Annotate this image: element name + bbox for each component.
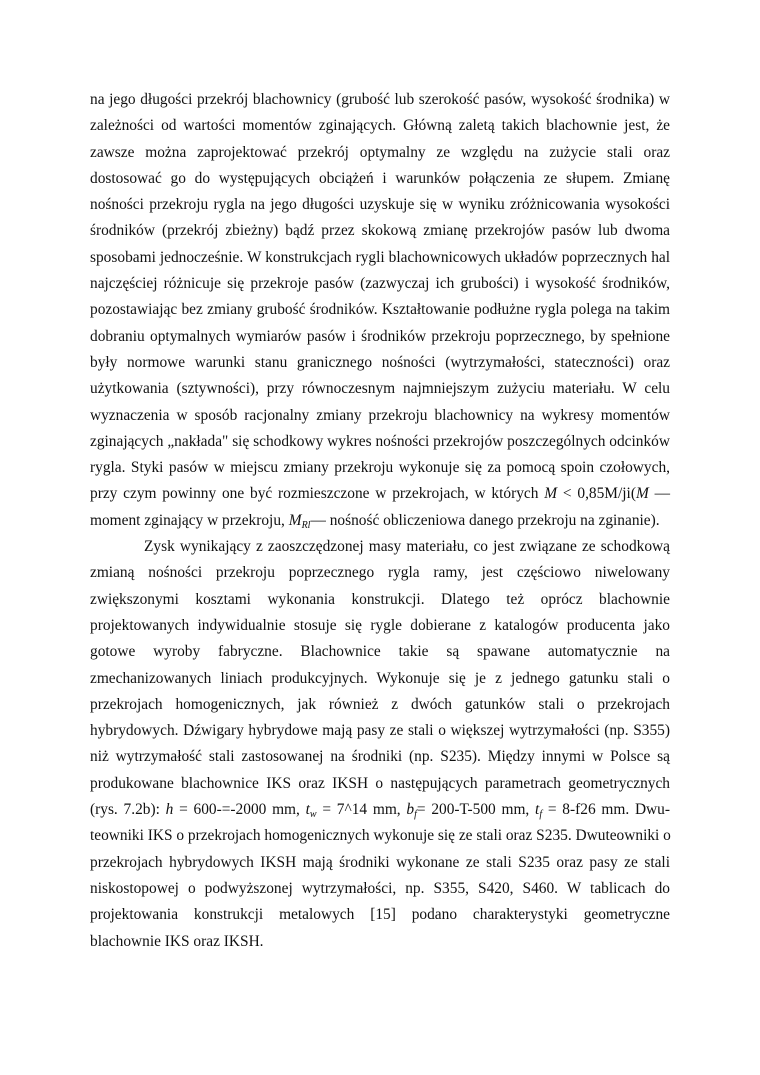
- math-subscript: [310, 809, 317, 820]
- math-variable: h: [165, 801, 174, 819]
- text-line: rygla. Styki pasów w miejscu zmiany przekroju wykonuje się za pomocą spoin czołowych,: [90, 459, 670, 477]
- document-page: [90, 87, 670, 955]
- text-fragment: (rys. 7.2b):: [90, 801, 166, 819]
- text-line: niskostopowej o podwyższonej wytrzymałości, np. S355, S420, S460. W tablicach do: [90, 879, 670, 897]
- text-line: produkowane blachownice IKS oraz IKSH o następujących parametrach geometrycznych: [90, 774, 670, 792]
- text-line: przekrojach homogenicznych, jak również z dwóch gatunków stali o przekrojach: [90, 695, 670, 713]
- text-line: na jego długości przekrój blachownicy (grubość lub szerokość pasów, wysokość środnika) w: [90, 91, 670, 108]
- text-line: środników (przekrój zbieżny) bądź przez skokową zmianę przekrojów pasów lub dwoma: [90, 222, 670, 240]
- text-fragment: = 7^14 mm,: [316, 801, 407, 819]
- text-fragment: = 8-f26 mm. Dwu-: [542, 801, 670, 819]
- text-line-parameters: [90, 797, 670, 823]
- text-line: teowniki IKS o przekrojach homogenicznych wykonuje się ze stali oraz S235. Dwuteowniki o: [90, 827, 671, 845]
- text-line: użytkowania (sztywności), przy równoczesnym najmniejszym zużyciu materiału. W celu: [90, 380, 670, 398]
- text-fragment: —: [648, 485, 670, 503]
- text-fragment: przy czym powinny one być rozmieszczone w przekrojach, w których: [90, 485, 545, 503]
- text-line-condition: [90, 481, 670, 507]
- text-line: dobraniu optymalnych wymiarów pasów i środników przekroju poprzecznego, by spełnione: [90, 327, 670, 345]
- paragraph-2: [90, 534, 670, 955]
- text-fragment: — nośność obliczeniowa danego przekroju na zginanie).: [310, 511, 660, 529]
- text-line: wyznaczenia w sposób racjonalny zmiany przekroju blachownicy na wykresy momentów: [90, 406, 670, 424]
- math-subscript-text: Rl: [301, 519, 311, 531]
- math-variable: M: [288, 511, 302, 529]
- text-line: zwiększonymi kosztami wykonania konstrukcji. Dlatego też oprócz blachownie: [90, 590, 670, 608]
- text-line-definition: [90, 508, 670, 534]
- math-variable: M: [635, 485, 649, 503]
- math-variable: t: [305, 801, 310, 819]
- text-line: niż wytrzymałość stali zastosowanej na środniki (np. S235). Między innymi w Polsce są: [90, 748, 670, 766]
- text-line: zmechanizowanych liniach produkcyjnych. Wykonuje się je z jednego gatunku stali o: [90, 669, 670, 687]
- text-line: zawsze można zaprojektować przekrój optymalny ze względu na zużycie stali oraz: [90, 143, 670, 161]
- text-line: zginających „nakłada" się schodkowy wykres nośności przekrojów poszczególnych odcinków: [90, 432, 670, 450]
- text-line: blachownie IKS oraz IKSH.: [90, 932, 264, 950]
- text-line: nośności przekroju rygla na jego długości uzyskuje się w wyniku zróżnicowania wysokości: [90, 196, 670, 214]
- text-line: zmianą nośności przekroju poprzecznego rygla ramy, jest częściowo niwelowany: [90, 564, 670, 582]
- text-line: dostosować go do występujących obciążeń i warunków połączenia ze słupem. Zmianę: [90, 169, 670, 187]
- text-fragment: moment zginający w przekroju,: [90, 511, 289, 529]
- text-line: hybrydowych. Dźwigary hybrydowe mają pasy ze stali o większej wytrzymałości (np. S355): [90, 722, 670, 740]
- text-line: zależności od wartości momentów zginających. Główną zaletą takich blachownie jest, że: [90, 117, 670, 135]
- text-fragment: = 200-T-500 mm,: [416, 801, 536, 819]
- text-fragment: < 0,85M/ji(: [557, 485, 636, 503]
- text-line: gotowe wyroby fabryczne. Blachownice takie są spawane automatycznie na: [90, 643, 670, 661]
- text-fragment: = 600-=-2000 mm,: [173, 801, 306, 819]
- text-line: projektowanych indywidualnie stosuje się rygle dobierane z katalogów producenta jako: [90, 616, 670, 634]
- paragraph-1: [90, 87, 670, 534]
- text-line: były normowe warunki stanu granicznego nośności (wytrzymałości, stateczności) oraz: [90, 353, 670, 371]
- math-variable: M: [544, 485, 558, 503]
- text-line: projektowania konstrukcji metalowych [15] podano charakterystyki geometryczne: [90, 906, 670, 924]
- text-line: najczęściej różnicuje się przekroje pasów (zazwyczaj ich grubości) i wysokość środników,: [90, 275, 670, 293]
- text-line: pozostawiając bez zmiany grubość środników. Kształtowanie podłużne rygla polega na takim: [90, 301, 670, 319]
- text-line: sposobami jednocześnie. W konstrukcjach rygli blachownicowych układów poprzecznych hal: [90, 248, 670, 266]
- math-subscript-text: w: [309, 809, 317, 821]
- math-variable: t: [535, 801, 540, 819]
- text-line: Zysk wynikający z zaoszczędzonej masy materiału, co jest związane ze schodkową: [144, 538, 670, 556]
- text-line: przekrojach hybrydowych IKSH mają środniki wykonane ze stali S235 oraz pasy ze stali: [90, 853, 670, 871]
- math-subscript-text: f: [539, 809, 543, 821]
- math-variable: b: [406, 801, 415, 819]
- math-subscript-text: f: [414, 809, 417, 821]
